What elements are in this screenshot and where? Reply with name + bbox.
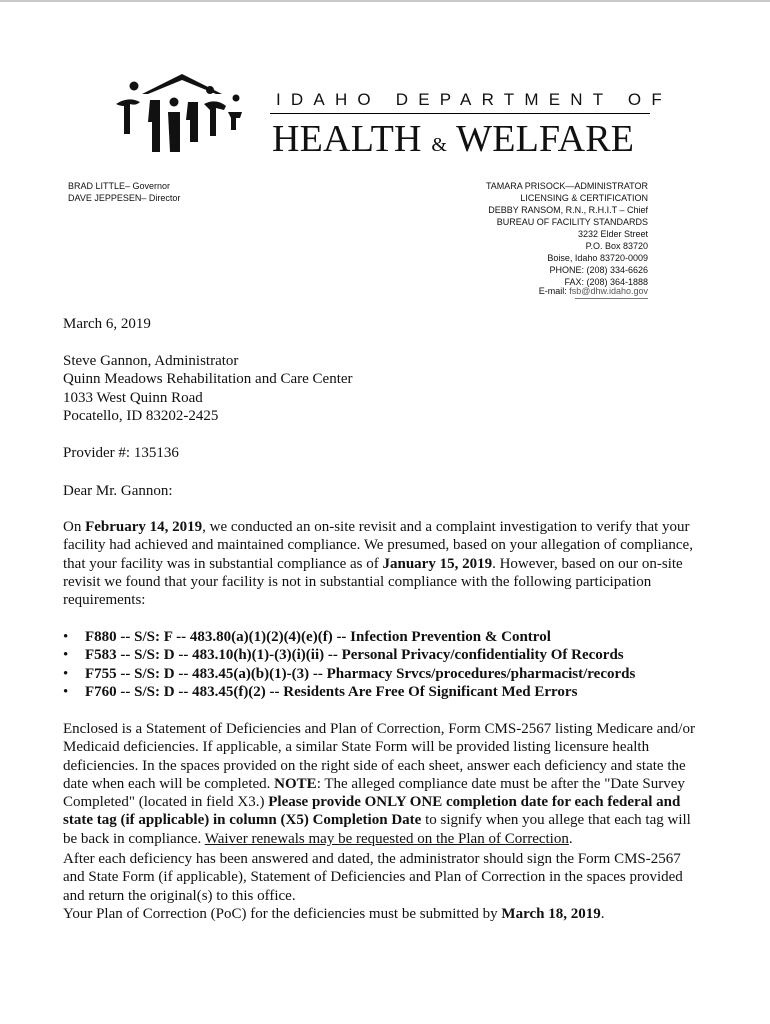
official-director: DAVE JEPPESEN– Director bbox=[68, 193, 181, 203]
letter-date: March 6, 2019 bbox=[63, 316, 151, 332]
email-link[interactable]: fsb@dhw.idaho.gov bbox=[569, 286, 648, 296]
recipient-address bbox=[63, 352, 353, 425]
poc-deadline: Your Plan of Correction (PoC) for the deficiencies must be submitted by March 18, 2019. bbox=[63, 906, 605, 922]
official-bureau: BUREAU OF FACILITY STANDARDS bbox=[496, 217, 648, 227]
intro-paragraph: On February 14, 2019, we conducted an on-site revisit and a complaint investigation to verify that your facility had achieved and maintained compliance. We presumed, based on your allegation of compliance, that your facility was in substantial compliance as of January 15, 2019. However, based on our on-site revisit we found that your facility is not in substantial compliance with the following participation requirements: bbox=[63, 519, 693, 609]
official-governor: BRAD LITTLE– Governor bbox=[68, 181, 171, 191]
phone: PHONE: (208) 334-6626 bbox=[549, 265, 648, 275]
list-item: • F880 -- S/S: F -- 483.80(a)(1)(2)(4)(e)(f) -- Infection Prevention & Control bbox=[63, 629, 551, 645]
recipient-city: Pocatello, ID 83202-2425 bbox=[63, 407, 219, 424]
official-chief: DEBBY RANSOM, R.N., R.H.I.T – Chief bbox=[488, 205, 648, 215]
enclosed-paragraph: Enclosed is a Statement of Deficiencies and Plan of Correction, Form CMS-2567 listing Medicare and/or Medicaid deficiencies. If applicable, a similar State Form will be provided listing licensure health deficiencies. In the spaces provided on the right side of each sheet, answer each deficiency and state the date when each will be completed. NOTE: The alleged compliance date must be after the "Date Survey Completed" (located in field X3.) Please provide ONLY ONE completion date for each federal and state tag (if applicable) in column (X5) Completion Date to signify when you allege that each tag will be back in compliance. Waiver renewals may be requested on the Plan of Correction. bbox=[63, 721, 695, 847]
fax: FAX: (208) 364-1888 bbox=[564, 277, 648, 287]
after-paragraph: After each deficiency has been answered and dated, the administrator should sign the Form CMS-2567 and State Form (if applicable), Statement of Deficiencies and Plan of Correction in the spaces provided and return the original(s) to this office. bbox=[63, 851, 683, 904]
org-name-rule bbox=[270, 113, 650, 114]
provider-number: Provider #: 135136 bbox=[63, 445, 179, 461]
top-border bbox=[0, 0, 770, 2]
official-dept: LICENSING & CERTIFICATION bbox=[520, 193, 648, 203]
address-city: Boise, Idaho 83720-0009 bbox=[547, 253, 648, 263]
list-item: • F755 -- S/S: D -- 483.45(a)(b)(1)-(3) -- Pharmacy Srvcs/procedures/pharmacist/records bbox=[63, 665, 636, 682]
address-pobox: P.O. Box 83720 bbox=[585, 241, 648, 251]
family-logo-icon bbox=[112, 72, 248, 162]
right-officials bbox=[486, 180, 648, 288]
email-rule bbox=[575, 298, 648, 299]
recipient-facility: Quinn Meadows Rehabilitation and Care Center bbox=[63, 371, 353, 388]
official-administrator: TAMARA PRISOCK—ADMINISTRATOR bbox=[485, 181, 648, 191]
list-item: • F583 -- S/S: D -- 483.10(h)(1)-(3)(i)(ii) -- Personal Privacy/confidentiality Of Records bbox=[63, 647, 624, 664]
list-item: • F760 -- S/S: D -- 483.45(f)(2) -- Residents Are Free Of Significant Med Errors bbox=[63, 683, 578, 700]
org-name-line2: HEALTH & WELFARE bbox=[272, 118, 635, 160]
left-officials bbox=[68, 180, 180, 204]
deficiency-list bbox=[63, 628, 635, 701]
email-row: E-mail: fsb@dhw.idaho.gov bbox=[538, 286, 648, 296]
recipient-street: 1033 West Quinn Road bbox=[63, 389, 203, 406]
salutation: Dear Mr. Gannon: bbox=[63, 483, 173, 499]
org-name-line1: IDAHO DEPARTMENT OF bbox=[276, 90, 672, 109]
recipient-name: Steve Gannon, Administrator bbox=[63, 353, 239, 369]
address-street: 3232 Elder Street bbox=[577, 229, 648, 239]
